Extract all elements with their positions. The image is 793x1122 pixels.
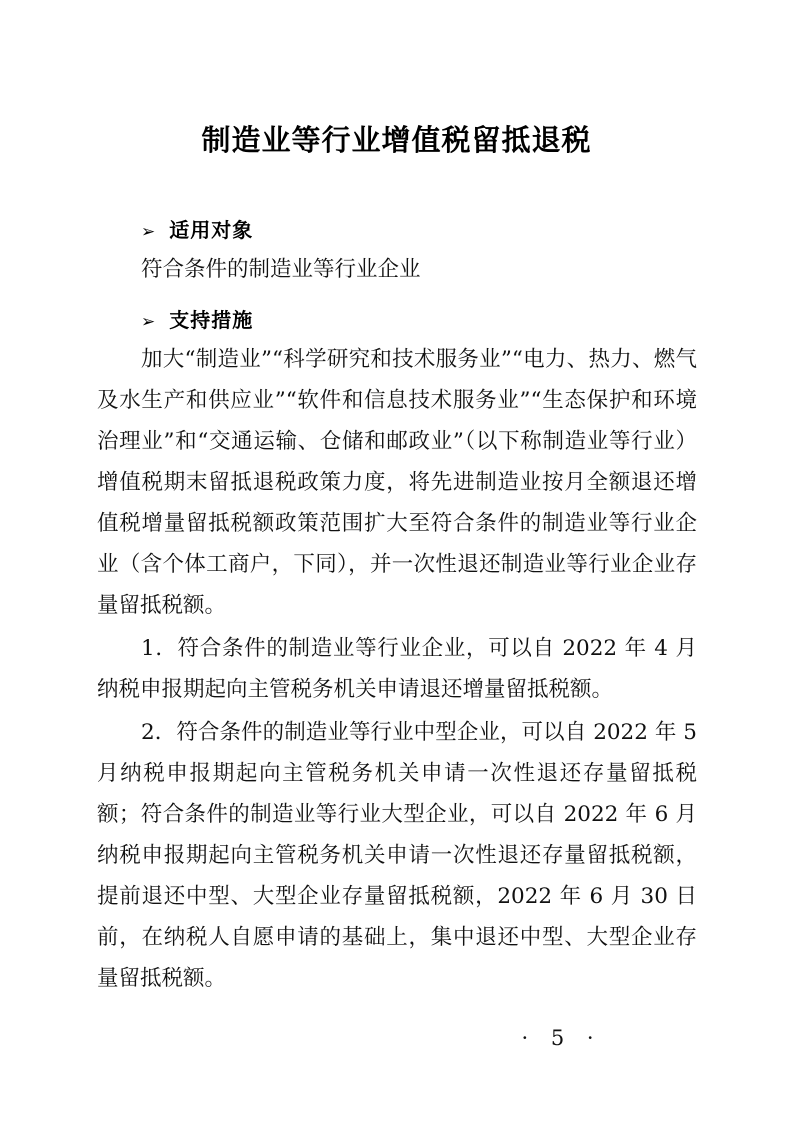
section-heading-label: 适用对象 — [169, 218, 254, 242]
section-heading-support-measures — [97, 304, 697, 333]
arrow-bullet-icon: ➢ — [141, 222, 156, 242]
page-title: 制造业等行业增值税留抵退税 — [201, 123, 592, 157]
arrow-bullet-icon: ➢ — [141, 312, 156, 332]
section-heading-applicable-objects — [97, 214, 697, 243]
paragraph: 2．符合条件的制造业等行业中型企业，可以自 2022 年 5 月纳税申报期起向主管税务机关申请一次性退还存量留抵税额；符合条件的制造业等行业大型企业，可以自 2022 年 6 月纳税申报期起向主管税务机关申请一次性退还存量留抵税额，提前退还中型、大型企业存量留抵税额，2022 年 6 月 30 日前，在纳税人自愿申请的基础上，集中退还中型、大型企业存量留抵税额。 — [97, 720, 697, 991]
paragraph: 加大“制造业”“科学研究和技术服务业”“电力、热力、燃气及水生产和供应业”“软件和信息技术服务业”“生态保护和环境治理业”和“交通运输、仓储和邮政业”（以下称制造业等行业）增值税期末留抵退税政策力度，将先进制造业按月全额退还增值税增量留抵税额政策范围扩大至符合条件的制造业等行业企业（含个体工商户，下同），并一次性退还制造业等行业企业存量留抵税额。 — [97, 347, 697, 618]
page-number: · 5 · — [521, 1026, 602, 1050]
paragraph: 符合条件的制造业等行业企业 — [141, 257, 421, 282]
document-body — [97, 200, 697, 1001]
paragraph: 1．符合条件的制造业等行业企业，可以自 2022 年 4 月纳税申报期起向主管税务机关申请退还增量留抵税额。 — [97, 636, 697, 702]
section-heading-label: 支持措施 — [169, 308, 254, 332]
